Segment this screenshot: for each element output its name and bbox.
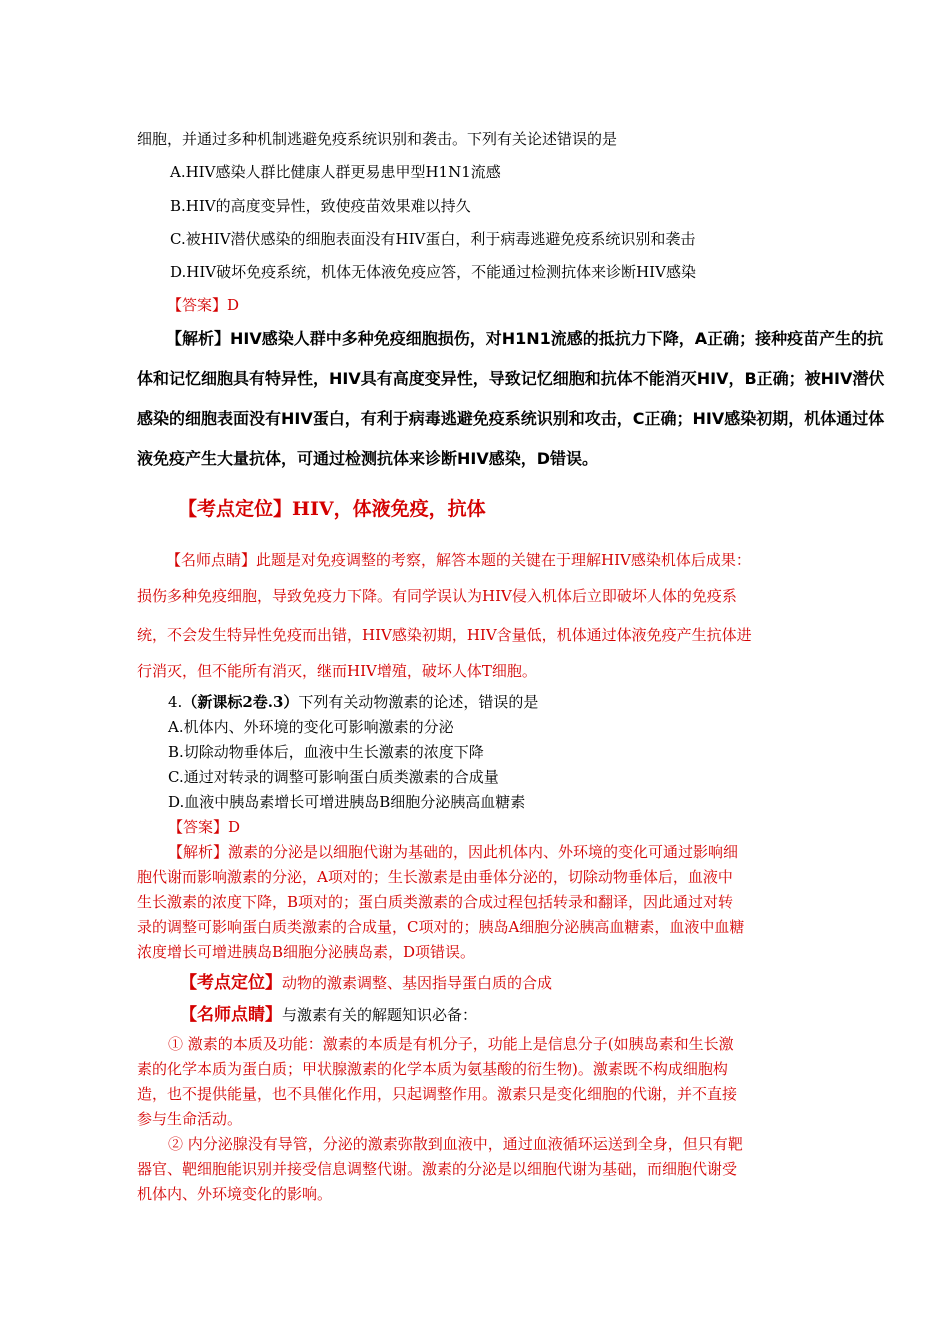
option-c: C.通过对转录的调整可影响蛋白质类激素的合成量 bbox=[168, 768, 499, 786]
question-source: （新课标2卷.3） bbox=[182, 693, 299, 711]
kaodian bbox=[178, 494, 486, 521]
mingshi-line: 【名师点睛】此题是对免疫调整的考察，解答本题的关键在于理解HIV感染机体后成果： bbox=[166, 551, 751, 569]
option-a: A.HIV感染人群比健康人群更易患甲型H1N1流感 bbox=[170, 163, 501, 181]
option-d: D.HIV破坏免疫系统，机体无体液免疫应答，不能通过检测抗体来诊断HIV感染 bbox=[170, 263, 696, 281]
analysis-line: 感染的细胞表面没有HIV蛋白，有利于病毒逃避免疫系统识别和攻击，C正确；HIV感染初期，机体通过体 bbox=[137, 409, 885, 428]
answer-value: D bbox=[227, 296, 240, 314]
mingshi-line: 损伤多种免疫细胞，导致免疫力下降。有同学误认为HIV侵入机体后立即破坏人体的免疫系 bbox=[137, 587, 737, 605]
answer-value: D bbox=[228, 818, 241, 836]
point-line: 参与生命活动。 bbox=[137, 1110, 243, 1128]
answer bbox=[167, 294, 239, 315]
analysis-line bbox=[168, 841, 738, 862]
point-line: 造，也不提供能量，也不具催化作用，只起调整作用。激素只是变化细胞的代谢，并不直接 bbox=[137, 1085, 738, 1103]
analysis-text: 激素的分泌是以细胞代谢为基础的，因此机体内、外环境的变化可通过影响细 bbox=[228, 843, 739, 861]
kaodian-value: HIV，体液免疫，抗体 bbox=[292, 498, 486, 520]
kaodian-label: 【考点定位】 bbox=[180, 973, 282, 993]
analysis-line bbox=[166, 326, 883, 349]
option-d: D.血液中胰岛素增长可增进胰岛B细胞分泌胰高血糖素 bbox=[168, 793, 526, 811]
kaodian-value: 动物的激素调整、基因指导蛋白质的合成 bbox=[282, 974, 553, 992]
analysis-label: 【解析】 bbox=[166, 329, 231, 348]
mingshi bbox=[180, 1000, 477, 1025]
point-line: 器官、靶细胞能识别并接受信息调整代谢。激素的分泌是以细胞代谢为基础，而细胞代谢受 bbox=[137, 1160, 738, 1178]
option-c: C.被HIV潜伏感染的细胞表面没有HIV蛋白，利于病毒逃避免疫系统识别和袭击 bbox=[170, 230, 696, 248]
point-line: 素的化学本质为蛋白质；甲状腺激素的化学本质为氨基酸的衍生物)。激素既不构成细胞构 bbox=[137, 1060, 728, 1078]
analysis-line: 录的调整可影响蛋白质类激素的合成量，C项对的；胰岛A细胞分泌胰高血糖素，血液中血糖 bbox=[137, 918, 745, 936]
answer bbox=[168, 816, 240, 837]
analysis-line: 液免疫产生大量抗体，可通过检测抗体来诊断HIV感染，D错误。 bbox=[137, 449, 599, 468]
answer-label: 【答案】 bbox=[167, 296, 228, 314]
mingshi-line: 行消灭，但不能所有消灭，继而HIV增殖，破坏人体T细胞。 bbox=[137, 662, 537, 680]
analysis-line: 生长激素的浓度下降，B项对的；蛋白质类激素的合成过程包括转录和翻译，因此通过对转 bbox=[137, 893, 734, 911]
question-intro: 细胞，并通过多种机制逃避免疫系统识别和袭击。下列有关论述错误的是 bbox=[137, 130, 618, 148]
option-a: A.机体内、外环境的变化可影响激素的分泌 bbox=[168, 718, 454, 736]
analysis-line: 体和记忆细胞具有特异性，HIV具有高度变异性，导致记忆细胞和抗体不能消灭HIV，B正确；被HIV潜伏 bbox=[137, 369, 885, 388]
mingshi-line: 统，不会发生特异性免疫而出错，HIV感染初期，HIV含量低，机体通过体液免疫产生抗体进 bbox=[137, 626, 752, 644]
point-line: 机体内、外环境变化的影响。 bbox=[137, 1185, 333, 1203]
mingshi-label: 【名师点睛】 bbox=[180, 1005, 282, 1025]
analysis-line: 浓度增长可增进胰岛B细胞分泌胰岛素，D项错误。 bbox=[137, 943, 476, 961]
mingshi-value: 与激素有关的解题知识必备： bbox=[282, 1006, 478, 1024]
answer-label: 【答案】 bbox=[168, 818, 229, 836]
option-b: B.HIV的高度变异性，致使疫苗效果难以持久 bbox=[170, 197, 471, 215]
analysis-text: HIV感染人群中多种免疫细胞损伤，对H1N1流感的抵抗力下降，A正确；接种疫苗产生的抗 bbox=[230, 329, 884, 348]
option-b: B.切除动物垂体后，血液中生长激素的浓度下降 bbox=[168, 743, 484, 761]
question-number: 4. bbox=[168, 693, 183, 711]
point-line: ① 激素的本质及功能：激素的本质是有机分子，功能上是信息分子(如胰岛素和生长激 bbox=[168, 1035, 734, 1053]
analysis-label: 【解析】 bbox=[168, 843, 229, 861]
kaodian-label: 【考点定位】 bbox=[178, 498, 293, 520]
question-4-stem bbox=[168, 691, 538, 712]
kaodian bbox=[180, 968, 552, 993]
point-line: ② 内分泌腺没有导管，分泌的激素弥散到血液中，通过血液循环运送到全身，但只有靶 bbox=[168, 1135, 743, 1153]
question-text: 下列有关动物激素的论述，错误的是 bbox=[298, 693, 539, 711]
analysis-line: 胞代谢而影响激素的分泌，A项对的；生长激素是由垂体分泌的，切除动物垂体后，血液中 bbox=[137, 868, 733, 886]
